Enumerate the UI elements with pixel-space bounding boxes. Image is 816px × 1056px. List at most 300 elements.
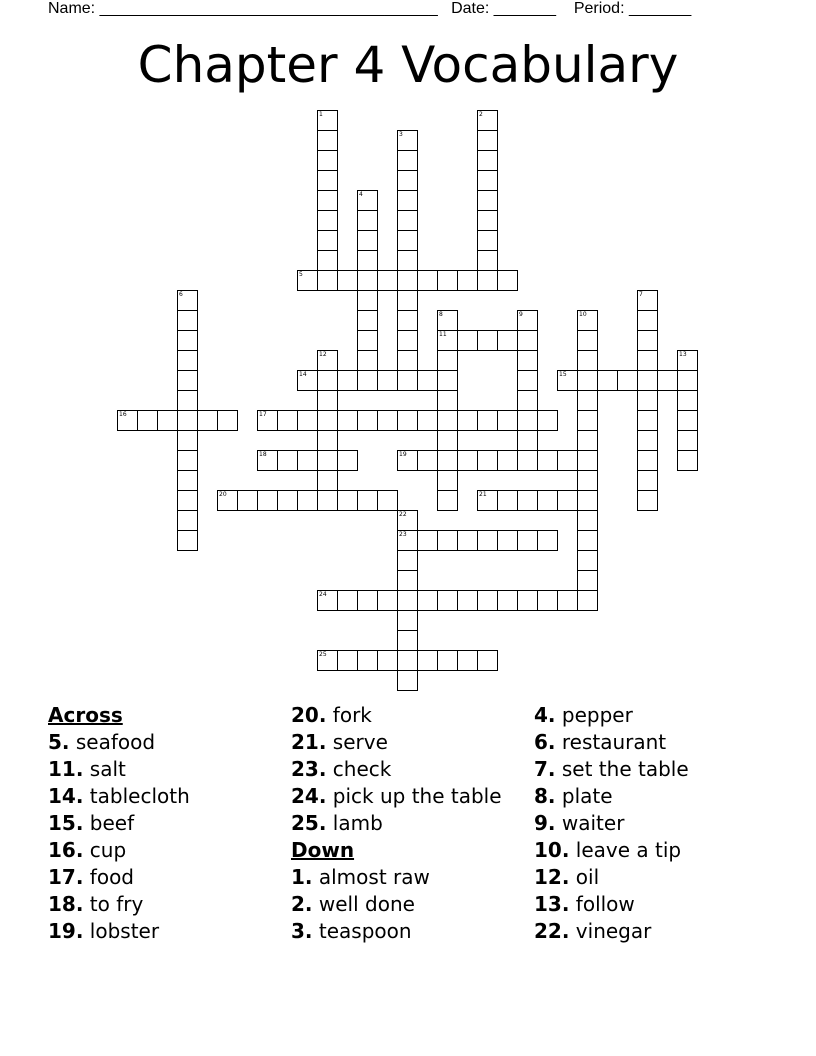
crossword-cell[interactable]: [337, 370, 358, 391]
crossword-cell[interactable]: [437, 490, 458, 511]
cell-number: 17: [259, 411, 267, 418]
clue-item: [534, 783, 774, 810]
crossword-cell[interactable]: [317, 490, 338, 511]
crossword-cell[interactable]: [317, 590, 338, 611]
crossword-cell[interactable]: [397, 370, 418, 391]
cell-number: 22: [399, 511, 407, 518]
crossword-cell[interactable]: [337, 490, 358, 511]
cell-number: 3: [399, 131, 403, 138]
crossword-cell[interactable]: [477, 410, 498, 431]
crossword-cell[interactable]: [297, 410, 318, 431]
crossword-cell[interactable]: [177, 430, 198, 451]
crossword-cell[interactable]: [437, 650, 458, 671]
crossword-cell[interactable]: [357, 210, 378, 231]
crossword-cell[interactable]: [677, 390, 698, 411]
crossword-cell[interactable]: [497, 410, 518, 431]
clue-number: 6.: [534, 730, 556, 754]
clue-text: teaspoon: [312, 919, 412, 943]
clue-number: 10.: [534, 838, 570, 862]
clue-item: [534, 864, 774, 891]
crossword-cell[interactable]: [397, 570, 418, 591]
clue-text: leave a tip: [569, 838, 682, 862]
crossword-cell[interactable]: [637, 430, 658, 451]
clue-number: 3.: [291, 919, 313, 943]
cell-number: 7: [639, 291, 643, 298]
clue-number: 9.: [534, 811, 556, 835]
clue-column-3: [534, 702, 774, 945]
crossword-cell[interactable]: [357, 490, 378, 511]
crossword-cell[interactable]: [397, 530, 418, 551]
crossword-cell[interactable]: [477, 490, 498, 511]
crossword-cell[interactable]: [317, 150, 338, 171]
crossword-cell[interactable]: [377, 650, 398, 671]
crossword-cell[interactable]: [377, 490, 398, 511]
clue-number: 20.: [291, 703, 327, 727]
crossword-cell[interactable]: [437, 450, 458, 471]
clue-number: 15.: [48, 811, 84, 835]
crossword-cell[interactable]: [257, 450, 278, 471]
crossword-cell[interactable]: [517, 350, 538, 371]
crossword-cell[interactable]: [397, 590, 418, 611]
crossword-cell[interactable]: [517, 410, 538, 431]
cell-number: 20: [219, 491, 227, 498]
clue-column-1: [48, 702, 288, 945]
crossword-cell[interactable]: [397, 510, 418, 531]
crossword-cell[interactable]: [577, 430, 598, 451]
crossword-cell[interactable]: [457, 270, 478, 291]
crossword-cell[interactable]: [397, 290, 418, 311]
crossword-cell[interactable]: [537, 530, 558, 551]
crossword-cell[interactable]: [357, 590, 378, 611]
crossword-cell[interactable]: [177, 290, 198, 311]
crossword-cell[interactable]: [317, 370, 338, 391]
clue-item: [291, 810, 531, 837]
crossword-cell[interactable]: [637, 390, 658, 411]
clue-text: follow: [569, 892, 635, 916]
crossword-cell[interactable]: [517, 430, 538, 451]
crossword-cell[interactable]: [177, 310, 198, 331]
clue-text: serve: [326, 730, 388, 754]
clue-number: 19.: [48, 919, 84, 943]
name-field[interactable]: Name: ______________________________________: [48, 0, 438, 17]
clue-item: [48, 864, 288, 891]
crossword-cell[interactable]: [537, 450, 558, 471]
cell-number: 16: [119, 411, 127, 418]
crossword-cell[interactable]: [477, 250, 498, 271]
crossword-cell[interactable]: [657, 370, 678, 391]
cell-number: 14: [299, 371, 307, 378]
crossword-cell[interactable]: [257, 490, 278, 511]
crossword-cell[interactable]: [137, 410, 158, 431]
crossword-cell[interactable]: [157, 410, 178, 431]
crossword-cell[interactable]: [497, 330, 518, 351]
clue-number: 18.: [48, 892, 84, 916]
clue-number: 2.: [291, 892, 313, 916]
cell-number: 8: [439, 311, 443, 318]
clue-text: lobster: [83, 919, 160, 943]
cell-number: 24: [319, 591, 327, 598]
crossword-cell[interactable]: [277, 450, 298, 471]
crossword-cell[interactable]: [317, 350, 338, 371]
crossword-cell[interactable]: [517, 530, 538, 551]
crossword-cell[interactable]: [357, 230, 378, 251]
crossword-cell[interactable]: [177, 470, 198, 491]
crossword-cell[interactable]: [557, 590, 578, 611]
crossword-cell[interactable]: [177, 330, 198, 351]
crossword-cell[interactable]: [297, 270, 318, 291]
crossword-cell[interactable]: [677, 450, 698, 471]
crossword-cell[interactable]: [417, 650, 438, 671]
clue-item: [534, 891, 774, 918]
clue-text: lamb: [326, 811, 383, 835]
crossword-cell[interactable]: [297, 450, 318, 471]
clue-text: plate: [555, 784, 613, 808]
crossword-cell[interactable]: [437, 530, 458, 551]
crossword-cell[interactable]: [437, 430, 458, 451]
crossword-cell[interactable]: [417, 530, 438, 551]
cell-number: 19: [399, 451, 407, 458]
crossword-cell[interactable]: [177, 450, 198, 471]
crossword-cell[interactable]: [237, 490, 258, 511]
crossword-cell[interactable]: [477, 530, 498, 551]
crossword-cell[interactable]: [357, 410, 378, 431]
crossword-cell[interactable]: [337, 410, 358, 431]
clue-text: beef: [83, 811, 135, 835]
crossword-cell[interactable]: [497, 270, 518, 291]
clue-number: 21.: [291, 730, 327, 754]
crossword-cell[interactable]: [357, 190, 378, 211]
clue-number: 5.: [48, 730, 70, 754]
clue-text: well done: [312, 892, 415, 916]
page-title: Chapter 4 Vocabulary: [137, 36, 679, 94]
crossword-cell[interactable]: [397, 250, 418, 271]
crossword-cell[interactable]: [397, 410, 418, 431]
crossword-cell[interactable]: [317, 430, 338, 451]
crossword-cell[interactable]: [397, 330, 418, 351]
crossword-cell[interactable]: [417, 370, 438, 391]
crossword-cell[interactable]: [537, 590, 558, 611]
crossword-cell[interactable]: [397, 210, 418, 231]
crossword-cell[interactable]: [277, 410, 298, 431]
crossword-cell[interactable]: [437, 410, 458, 431]
crossword-cell[interactable]: [337, 590, 358, 611]
clue-number: 16.: [48, 838, 84, 862]
crossword-cell[interactable]: [377, 270, 398, 291]
clue-text: salt: [83, 757, 126, 781]
crossword-cell[interactable]: [637, 350, 658, 371]
crossword-cell[interactable]: [577, 350, 598, 371]
crossword-cell[interactable]: [437, 390, 458, 411]
crossword-cell[interactable]: [397, 650, 418, 671]
crossword-cell[interactable]: [617, 370, 638, 391]
clue-number: 8.: [534, 784, 556, 808]
crossword-cell[interactable]: [417, 410, 438, 431]
crossword-cell[interactable]: [637, 490, 658, 511]
crossword-cell[interactable]: [297, 370, 318, 391]
crossword-cell[interactable]: [377, 410, 398, 431]
crossword-cell[interactable]: [517, 390, 538, 411]
cell-number: 21: [479, 491, 487, 498]
clue-item: [291, 702, 531, 729]
clue-number: 11.: [48, 757, 84, 781]
clue-item: [291, 729, 531, 756]
clue-text: oil: [569, 865, 600, 889]
crossword-cell[interactable]: [577, 510, 598, 531]
crossword-cell[interactable]: [317, 270, 338, 291]
crossword-cell[interactable]: [577, 390, 598, 411]
clue-item: [534, 702, 774, 729]
crossword-cell[interactable]: [397, 230, 418, 251]
crossword-cell[interactable]: [477, 170, 498, 191]
clue-text: to fry: [83, 892, 144, 916]
crossword-cell[interactable]: [357, 250, 378, 271]
crossword-cell[interactable]: [557, 370, 578, 391]
crossword-cell[interactable]: [437, 270, 458, 291]
crossword-cell[interactable]: [317, 410, 338, 431]
crossword-cell[interactable]: [117, 410, 138, 431]
crossword-cell[interactable]: [437, 330, 458, 351]
crossword-cell[interactable]: [217, 410, 238, 431]
crossword-cell[interactable]: [637, 450, 658, 471]
crossword-cell[interactable]: [477, 150, 498, 171]
crossword-cell[interactable]: [397, 150, 418, 171]
cell-number: 13: [679, 351, 687, 358]
crossword-cell[interactable]: [477, 210, 498, 231]
crossword-cell[interactable]: [397, 630, 418, 651]
crossword-cell[interactable]: [457, 530, 478, 551]
cell-number: 12: [319, 351, 327, 358]
crossword-cell[interactable]: [437, 370, 458, 391]
crossword-cell[interactable]: [557, 490, 578, 511]
crossword-cell[interactable]: [637, 370, 658, 391]
clue-column-2: [291, 702, 531, 945]
cell-number: 5: [299, 271, 303, 278]
crossword-cell[interactable]: [397, 350, 418, 371]
crossword-cell[interactable]: [357, 350, 378, 371]
crossword-cell[interactable]: [477, 230, 498, 251]
crossword-cell[interactable]: [677, 430, 698, 451]
crossword-cell[interactable]: [317, 470, 338, 491]
crossword-cell[interactable]: [177, 410, 198, 431]
crossword-cell[interactable]: [357, 310, 378, 331]
crossword-cell[interactable]: [397, 310, 418, 331]
crossword-cell[interactable]: [317, 190, 338, 211]
crossword-cell[interactable]: [317, 230, 338, 251]
cell-number: 2: [479, 111, 483, 118]
clue-text: restaurant: [555, 730, 667, 754]
crossword-cell[interactable]: [577, 450, 598, 471]
crossword-cell[interactable]: [317, 130, 338, 151]
crossword-cell[interactable]: [577, 590, 598, 611]
crossword-cell[interactable]: [357, 650, 378, 671]
date-field[interactable]: Date: _______: [451, 0, 557, 17]
crossword-cell[interactable]: [317, 170, 338, 191]
crossword-cell[interactable]: [577, 470, 598, 491]
crossword-cell[interactable]: [637, 310, 658, 331]
cell-number: 15: [559, 371, 567, 378]
crossword-cell[interactable]: [457, 650, 478, 671]
crossword-cell[interactable]: [437, 470, 458, 491]
crossword-cell[interactable]: [517, 490, 538, 511]
crossword-cell[interactable]: [677, 350, 698, 371]
crossword-cell[interactable]: [677, 410, 698, 431]
crossword-cell[interactable]: [177, 350, 198, 371]
clue-item: [48, 810, 288, 837]
crossword-cell[interactable]: [277, 490, 298, 511]
crossword-cell[interactable]: [577, 310, 598, 331]
crossword-cell[interactable]: [577, 530, 598, 551]
crossword-cell[interactable]: [337, 650, 358, 671]
cell-number: 4: [359, 191, 363, 198]
crossword-cell[interactable]: [177, 510, 198, 531]
crossword-cell[interactable]: [357, 330, 378, 351]
crossword-cell[interactable]: [417, 270, 438, 291]
crossword-cell[interactable]: [317, 650, 338, 671]
clue-number: 24.: [291, 784, 327, 808]
crossword-cell[interactable]: [477, 650, 498, 671]
crossword-cell[interactable]: [577, 370, 598, 391]
crossword-cell[interactable]: [437, 350, 458, 371]
crossword-cell[interactable]: [317, 390, 338, 411]
crossword-cell[interactable]: [317, 450, 338, 471]
crossword-cell[interactable]: [217, 490, 238, 511]
crossword-cell[interactable]: [637, 470, 658, 491]
crossword-cell[interactable]: [577, 550, 598, 571]
crossword-cell[interactable]: [197, 410, 218, 431]
clue-number: 7.: [534, 757, 556, 781]
crossword-cell[interactable]: [177, 370, 198, 391]
clue-item: [534, 837, 774, 864]
clue-item: [291, 783, 531, 810]
crossword-cell[interactable]: [637, 410, 658, 431]
crossword-cell[interactable]: [437, 310, 458, 331]
crossword-cell[interactable]: [517, 310, 538, 331]
crossword-cell[interactable]: [397, 670, 418, 691]
clue-item: [291, 918, 531, 945]
crossword-cell[interactable]: [397, 450, 418, 471]
clue-number: 13.: [534, 892, 570, 916]
clue-section-heading: [291, 837, 531, 864]
crossword-cell[interactable]: [517, 370, 538, 391]
crossword-cell[interactable]: [337, 450, 358, 471]
crossword-cell[interactable]: [477, 590, 498, 611]
crossword-cell[interactable]: [557, 450, 578, 471]
crossword-cell[interactable]: [477, 450, 498, 471]
crossword-cell[interactable]: [377, 370, 398, 391]
clue-section-heading: [48, 702, 288, 729]
crossword-cell[interactable]: [437, 590, 458, 611]
crossword-cell[interactable]: [477, 330, 498, 351]
crossword-cell[interactable]: [457, 450, 478, 471]
crossword-cell[interactable]: [297, 490, 318, 511]
crossword-cell[interactable]: [477, 130, 498, 151]
crossword-cell[interactable]: [577, 570, 598, 591]
crossword-cell[interactable]: [577, 490, 598, 511]
crossword-cell[interactable]: [457, 410, 478, 431]
clue-item: [534, 810, 774, 837]
crossword-cell[interactable]: [397, 190, 418, 211]
clue-item: [534, 729, 774, 756]
crossword-cell[interactable]: [177, 530, 198, 551]
crossword-cell[interactable]: [177, 390, 198, 411]
crossword-cell[interactable]: [417, 450, 438, 471]
crossword-cell[interactable]: [257, 410, 278, 431]
crossword-cell[interactable]: [537, 410, 558, 431]
period-field[interactable]: Period: _______: [573, 0, 692, 17]
crossword-cell[interactable]: [337, 270, 358, 291]
crossword-cell[interactable]: [577, 330, 598, 351]
clue-item: [48, 756, 288, 783]
crossword-cell[interactable]: [457, 330, 478, 351]
crossword-cell[interactable]: [517, 590, 538, 611]
clue-item: [48, 783, 288, 810]
cell-number: 6: [179, 291, 183, 298]
crossword-cell[interactable]: [677, 370, 698, 391]
cell-number: 18: [259, 451, 267, 458]
crossword-cell[interactable]: [477, 270, 498, 291]
crossword-cell[interactable]: [397, 550, 418, 571]
crossword-cell[interactable]: [457, 590, 478, 611]
crossword-cell[interactable]: [517, 330, 538, 351]
crossword-cell[interactable]: [317, 110, 338, 131]
clue-number: 4.: [534, 703, 556, 727]
crossword-cell[interactable]: [357, 370, 378, 391]
clue-item: [48, 918, 288, 945]
crossword-cell[interactable]: [497, 590, 518, 611]
clue-text: fork: [326, 703, 372, 727]
cell-number: 10: [579, 311, 587, 318]
clue-text: food: [83, 865, 135, 889]
clue-number: 14.: [48, 784, 84, 808]
crossword-cell[interactable]: [497, 490, 518, 511]
crossword-cell[interactable]: [477, 190, 498, 211]
crossword-cell[interactable]: [597, 370, 618, 391]
clue-text: seafood: [69, 730, 156, 754]
crossword-cell[interactable]: [577, 410, 598, 431]
crossword-cell[interactable]: [497, 530, 518, 551]
crossword-cell[interactable]: [497, 450, 518, 471]
crossword-cell[interactable]: [537, 490, 558, 511]
crossword-cell[interactable]: [397, 270, 418, 291]
crossword-cell[interactable]: [317, 210, 338, 231]
section-heading-text: Across: [48, 703, 123, 727]
crossword-cell[interactable]: [397, 610, 418, 631]
clue-item: [534, 756, 774, 783]
clue-number: 1.: [291, 865, 313, 889]
clue-text: check: [326, 757, 392, 781]
crossword-cell[interactable]: [377, 590, 398, 611]
crossword-cell[interactable]: [417, 590, 438, 611]
crossword-cell[interactable]: [397, 130, 418, 151]
crossword-cell[interactable]: [397, 170, 418, 191]
clue-item: [291, 891, 531, 918]
clue-item: [48, 837, 288, 864]
clue-number: 22.: [534, 919, 570, 943]
crossword-cell[interactable]: [357, 270, 378, 291]
crossword-cell[interactable]: [517, 450, 538, 471]
crossword-cell[interactable]: [637, 290, 658, 311]
crossword-cell[interactable]: [357, 290, 378, 311]
crossword-cell[interactable]: [637, 330, 658, 351]
clue-text: pepper: [555, 703, 633, 727]
crossword-cell[interactable]: [317, 250, 338, 271]
crossword-cell[interactable]: [177, 490, 198, 511]
clue-text: tablecloth: [83, 784, 190, 808]
cell-number: 1: [319, 111, 323, 118]
clue-item: [291, 864, 531, 891]
clue-number: 25.: [291, 811, 327, 835]
crossword-cell[interactable]: [477, 110, 498, 131]
